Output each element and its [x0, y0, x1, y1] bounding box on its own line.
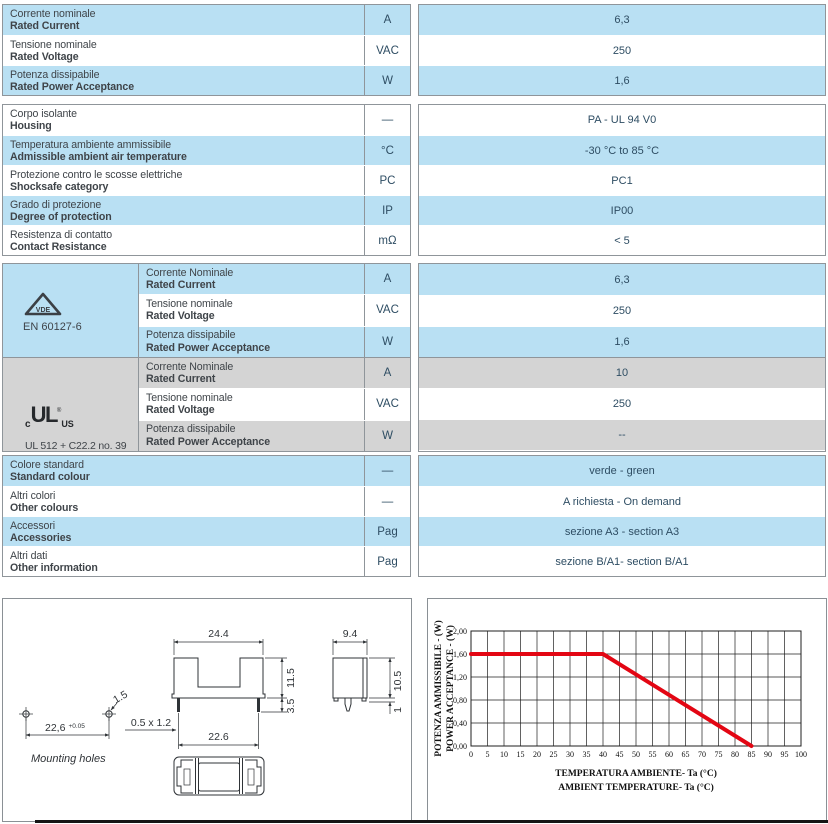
value-cell: 250: [419, 35, 825, 65]
approvals-values: [418, 263, 826, 452]
x-tick-label: 10: [500, 750, 508, 759]
value-cell: sezione B/A1- section B/A1: [419, 546, 825, 576]
spec-row: [139, 326, 410, 357]
label-en: Rated Current: [146, 373, 216, 385]
ul-logo: [3, 358, 138, 452]
x-tick-label: 20: [533, 750, 541, 759]
unit-cell: IP: [364, 196, 410, 225]
ul-approval-group: [3, 357, 410, 451]
dim-front-height: 11.5: [285, 668, 297, 688]
dimension-drawing-panel: [2, 598, 412, 822]
side-view: [333, 628, 404, 714]
label-en: Rated Power Acceptance: [10, 81, 134, 93]
mounting-holes-view: [19, 688, 130, 765]
dim-hole-pitch: [45, 722, 85, 734]
dim-front-width: 24.4: [208, 628, 229, 640]
label-it: Tensione nominale: [146, 391, 233, 404]
unit-cell: °C: [364, 136, 410, 165]
label-en: Degree of protection: [10, 211, 112, 223]
spec-label: [3, 66, 364, 95]
x-tick-label: 30: [566, 750, 574, 759]
spec-row: [3, 35, 410, 65]
unit-cell: —: [364, 487, 410, 516]
y-tick-label: 0,40: [453, 719, 467, 728]
spec-row: [3, 225, 410, 255]
bottom-view: [174, 757, 264, 795]
x-tick-label: 60: [665, 750, 673, 759]
x-tick-label: 25: [549, 750, 558, 759]
vde-standard: EN 60127-6: [23, 321, 82, 333]
value-cell: PA - UL 94 V0: [419, 105, 825, 135]
label-it: Corrente Nominale: [146, 266, 234, 279]
spec-row: [3, 65, 410, 95]
ul-mark-icon: [25, 398, 138, 438]
approvals-left: [2, 263, 411, 452]
label-it: Protezione contro le scosse elettriche: [10, 168, 183, 181]
spec-label: [3, 196, 364, 225]
label-en: Rated Voltage: [10, 51, 79, 63]
spec-label: [3, 136, 364, 165]
unit-cell: A: [364, 264, 410, 294]
label-en: Housing: [10, 120, 52, 132]
unit-cell: Pag: [364, 517, 410, 546]
value-cell: 1,6: [419, 326, 825, 357]
x-tick-label: 95: [780, 750, 789, 759]
spec-label: [139, 264, 364, 294]
x-tick-label: 80: [731, 750, 739, 759]
spec-row: [3, 5, 410, 35]
unit-cell: W: [364, 66, 410, 95]
x-tick-label: 15: [516, 750, 525, 759]
spec-label: [3, 5, 364, 35]
x-tick-label: 65: [681, 750, 690, 759]
ul-c-text: c: [25, 419, 31, 430]
value-cell: IP00: [419, 195, 825, 225]
ordering-table: [2, 455, 826, 577]
ul-standard: UL 512 + C22.2 no. 39: [25, 440, 127, 452]
label-it: Potenza dissipabile: [146, 423, 236, 436]
unit-cell: W: [364, 421, 410, 451]
ul-us-text: US: [61, 419, 74, 429]
ul-registered-mark: ®: [56, 408, 62, 414]
vde-logo: [3, 264, 138, 333]
spec-label: [3, 517, 364, 546]
dim-side-width: 9.4: [342, 628, 358, 640]
label-en: Shocksafe category: [10, 181, 109, 193]
y-tick-label: 0,00: [453, 742, 467, 751]
unit-cell: VAC: [364, 295, 410, 325]
spec-label: [3, 547, 364, 576]
x-tick-label: 0: [469, 750, 473, 759]
x-tick-label: 100: [795, 750, 807, 759]
value-cell: sezione A3 - section A3: [419, 516, 825, 546]
characteristics-values: [418, 104, 826, 256]
label-it: Altri dati: [10, 549, 48, 562]
label-it: Corrente Nominale: [146, 360, 234, 373]
y-tick-label: 1,20: [453, 673, 467, 682]
ordering-left: [2, 455, 411, 577]
page-bottom-rule: [35, 820, 828, 823]
unit-cell: A: [364, 5, 410, 35]
x-tick-label: 5: [485, 750, 490, 759]
unit-cell: PC: [364, 166, 410, 195]
spec-label: [139, 389, 364, 419]
unit-cell: Pag: [364, 547, 410, 576]
spec-label: [139, 327, 364, 357]
mounting-holes-caption: Mounting holes: [31, 753, 106, 765]
vde-approval-group: [3, 264, 410, 357]
x-axis-title-it: TEMPERATURA AMBIENTE- Ta (°C): [555, 769, 717, 779]
x-tick-label: 90: [764, 750, 772, 759]
y-tick-label: 0,80: [453, 696, 467, 705]
characteristics-table: [2, 104, 826, 256]
vde-logo-text: VDE: [35, 307, 51, 314]
label-it: Resistenza di contatto: [10, 228, 113, 241]
x-tick-label: 75: [714, 750, 723, 759]
value-cell: --: [419, 419, 825, 450]
spec-label: [3, 487, 364, 516]
label-it: Potenza dissipabile: [10, 68, 100, 81]
value-cell: 1,6: [419, 65, 825, 95]
spec-row: [3, 516, 410, 546]
value-cell: 6,3: [419, 264, 825, 295]
unit-cell: A: [364, 358, 410, 388]
spec-label: [3, 166, 364, 195]
spec-label: [3, 105, 364, 135]
spec-label: [139, 421, 364, 451]
ul-main-text: UL: [30, 402, 57, 427]
dimension-drawing: [3, 599, 411, 821]
unit-cell: mΩ: [364, 226, 410, 255]
vde-triangle-icon: [23, 291, 63, 318]
vde-rows: [139, 264, 410, 357]
x-tick-label: 50: [632, 750, 640, 759]
label-it: Corrente nominale: [10, 7, 96, 20]
dim-side-height: 10.5: [392, 670, 404, 692]
value-cell: 250: [419, 388, 825, 419]
spec-label: [3, 456, 364, 486]
spec-row: [139, 264, 410, 294]
unit-cell: —: [364, 105, 410, 135]
label-en: Other information: [10, 562, 98, 574]
front-view: [125, 628, 297, 749]
dim-pin-section: 0.5 x 1.2: [130, 717, 172, 729]
label-en: Standard colour: [10, 471, 90, 483]
spec-row: [3, 165, 410, 195]
label-en: Rated Voltage: [146, 310, 215, 323]
approvals-table: [2, 263, 826, 452]
value-cell: PC1: [419, 165, 825, 195]
ul-rows: [139, 358, 410, 451]
characteristics-left: [2, 104, 411, 256]
unit-cell: VAC: [364, 389, 410, 419]
spec-row: [139, 358, 410, 388]
label-it: Temperatura ambiente ammissibile: [10, 138, 172, 151]
spec-row: [139, 388, 410, 419]
ordering-values: [418, 455, 826, 577]
x-axis-title-en: AMBIENT TEMPERATURE- Ta (°C): [558, 783, 714, 793]
spec-row: [3, 105, 410, 135]
value-cell: 250: [419, 295, 825, 326]
hole-pitch-tolerance: +0.05: [68, 723, 85, 730]
unit-cell: —: [364, 456, 410, 486]
label-en: Rated Current: [146, 279, 216, 291]
dim-pin-pitch: 22.6: [208, 731, 229, 743]
label-it: Tensione nominale: [10, 38, 97, 51]
x-tick-label: 85: [747, 750, 756, 759]
derating-chart-panel: [427, 598, 827, 822]
unit-cell: W: [364, 327, 410, 357]
x-tick-label: 55: [648, 750, 657, 759]
label-en: Admissible ambient air temperature: [10, 151, 187, 163]
derating-chart: [428, 599, 826, 821]
label-en: Rated Voltage: [146, 404, 215, 417]
spec-label: [139, 295, 364, 325]
value-cell: 10: [419, 357, 825, 388]
value-cell: A richiesta - On demand: [419, 486, 825, 516]
ratings-values: [418, 4, 826, 96]
value-cell: < 5: [419, 225, 825, 255]
label-it: Tensione nominale: [146, 297, 233, 310]
y-axis-title-it: POTENZA AMMISSIBILE - (W): [434, 620, 444, 757]
x-tick-label: 45: [615, 750, 624, 759]
spec-label: [3, 36, 364, 65]
spec-row: [3, 486, 410, 516]
ratings-left: [2, 4, 411, 96]
label-en: Rated Current: [10, 20, 80, 32]
y-tick-label: 1,60: [453, 650, 467, 659]
label-it: Potenza dissipabile: [146, 329, 236, 342]
spec-row: [3, 456, 410, 486]
dim-hole-diameter: 1.5: [111, 688, 130, 707]
label-it: Grado di protezione: [10, 198, 102, 211]
y-tick-label: 2,00: [453, 627, 467, 636]
x-tick-label: 40: [599, 750, 607, 759]
spec-row: [3, 135, 410, 165]
vde-cell: [3, 264, 139, 357]
label-en: Contact Resistance: [10, 241, 107, 253]
spec-label: [3, 226, 364, 255]
label-it: Accessori: [10, 519, 56, 532]
dim-pin-length: 3.5: [285, 698, 297, 714]
x-tick-label: 35: [582, 750, 591, 759]
x-tick-label: 70: [698, 750, 706, 759]
spec-row: [3, 195, 410, 225]
dim-foot-height: 1: [392, 707, 404, 713]
spec-label: [139, 358, 364, 388]
unit-cell: VAC: [364, 36, 410, 65]
y-axis-title-en: POWER ACCEPTANCE - (W): [446, 625, 456, 752]
label-en: Rated Power Acceptance: [146, 435, 270, 448]
label-it: Altri colori: [10, 489, 56, 502]
spec-row: [139, 420, 410, 451]
value-cell: verde - green: [419, 456, 825, 486]
hole-pitch-value: 22,6: [45, 722, 66, 734]
label-en: Other colours: [10, 502, 79, 514]
ul-cell: [3, 358, 139, 451]
spec-row: [3, 546, 410, 576]
label-en: Rated Power Acceptance: [146, 341, 270, 354]
ratings-table: [2, 4, 826, 96]
value-cell: 6,3: [419, 5, 825, 35]
label-en: Accessories: [10, 532, 72, 544]
value-cell: -30 °C to 85 °C: [419, 135, 825, 165]
spec-row: [139, 294, 410, 325]
label-it: Colore standard: [10, 458, 84, 471]
label-it: Corpo isolante: [10, 107, 77, 120]
